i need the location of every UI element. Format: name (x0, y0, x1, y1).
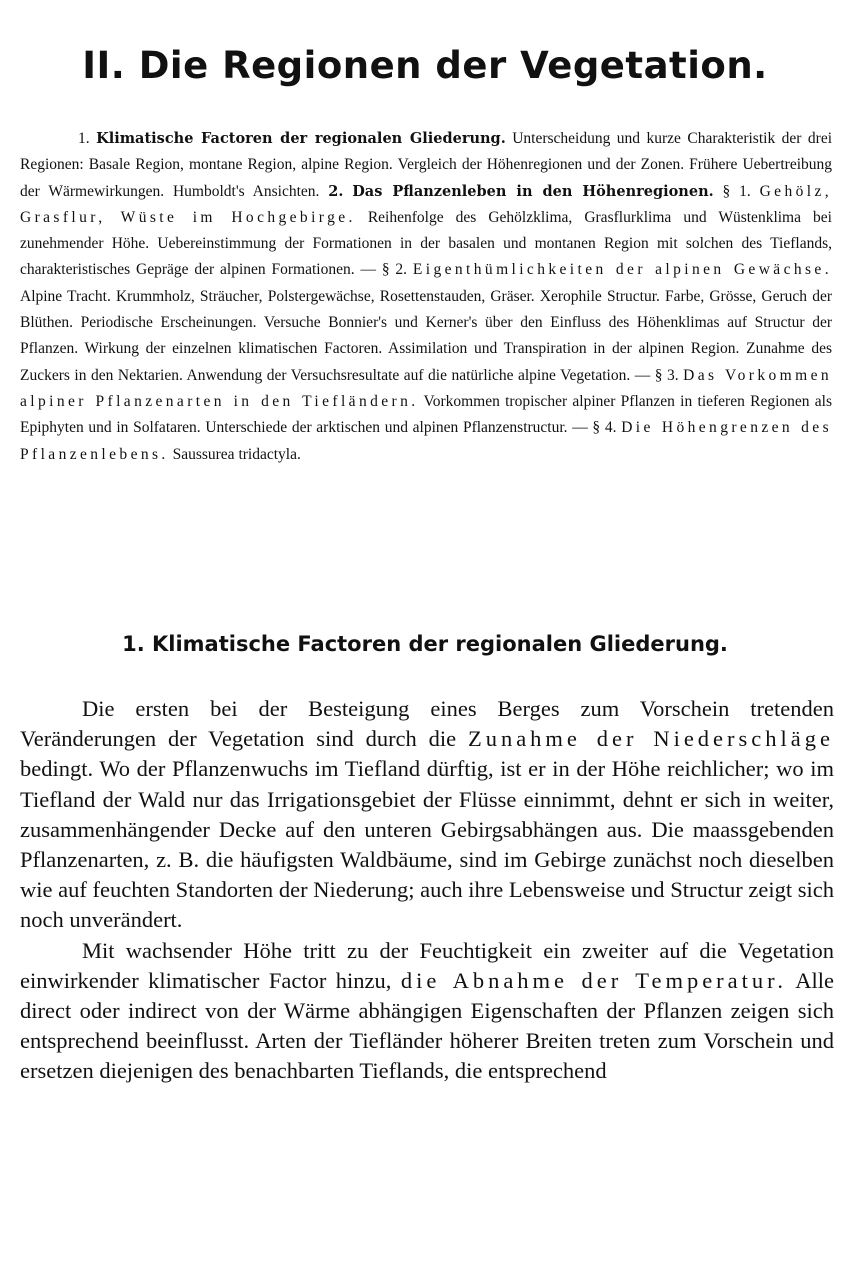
summary-number-2: 2. (328, 182, 344, 200)
summary-topic-2: Das Pflanzenleben in den Höhenregionen. (352, 182, 714, 200)
summary-subtopic-2: Eigenthümlichkeiten der alpinen Gewächse. (412, 261, 832, 279)
summary-paragraph-ref-1: § 1. (713, 182, 760, 200)
body-paragraph-2-emphasis: die Abnahme der Temperatur. (400, 967, 788, 993)
body-paragraph-2-start: Mit wachsender Höhe tritt zu der Feuchtigkeit ein zweiter auf die Vegetation einwirkender klimatischer Factor hinzu, (20, 937, 834, 993)
body-paragraph-2-end: Alle direct oder indirect von der Wärme abhängigen Eigenschaften der Pflanzen zeigen sich entsprechend beeinflusst. Arten der Tiefländer höherer Breiten treten zum Vorschein und ersetzen diejenigen des benachbarten Tieflands, die entsprechend (20, 967, 835, 1084)
summary-text-4: Vorkommen tropischer alpiner Pflanzen in tieferen Regionen als Epiphyten und in Solfataren. Unterschiede der arktischen und alpinen Pflanzenstructur. — § 4. (20, 392, 833, 437)
summary-number-1: 1. (78, 130, 90, 147)
summary-text-3: Alpine Tracht. Krummholz, Sträucher, Polstergewächse, Rosettenstauden, Gräser. Xerophile Structur. Farbe, Grösse, Geruch der Blüthen. Periodische Erscheinungen. Versuche Bonnier's und Kerner's über den Einfluss des Höhenklimas auf Structur der Pflanzen. Wirkung der einzelnen klimatischen Factoren. Assimilation und Transpiration in der alpinen Region. Zunahme des Zuckers in den Nektarien. Anwendung der Versuchsresultate auf die natürliche alpine Vegetation. — § 3. (20, 287, 832, 384)
summary-text-5: Saussurea tridactyla. (168, 445, 301, 463)
section-heading: 1. Klimatische Factoren der regionalen Gliederung. (122, 632, 728, 656)
body-paragraph-1 (20, 694, 834, 936)
summary-subtopic-4: Die Höhengrenzen des Pflanzenlebens. (20, 419, 833, 463)
body-text (20, 694, 834, 1087)
body-paragraph-1-end: bedingt. Wo der Pflanzenwuchs im Tiefland dürftig, ist er in der Höhe reichlicher; wo im Tiefland der Wald nur das Irrigationsgebiet der Flüsse einnimmt, dehnt er sich in weiter, zusammenhängender Decke auf den unteren Gebirgsabhängen aus. Die maassgebenden Pflanzenarten, z. B. die häufigsten Waldbäume, sind im Gebirge zunächst noch dieselben wie auf feuchten Standorten der Niederung; auch ihre Lebensweise und Structur zeigt sich noch unverändert. (20, 756, 834, 933)
body-paragraph-1-start: Die ersten bei der Besteigung eines Berges zum Vorschein tretenden Veränderungen der Vegetation sind durch die (20, 696, 834, 752)
summary-text-1: Unterscheidung und kurze Charakteristik der drei Regionen: Basale Region, montane Region, alpine Region. Vergleich der Höhenregionen und der Zonen. Frühere Uebertreibung der Wärmewirkungen. Humboldt's Ansichten. (20, 130, 833, 200)
body-paragraph-2 (20, 936, 834, 1087)
summary-text-2: Reihenfolge des Gehölzklima, Grasflurklima und Wüstenklima bei zunehmender Höhe. Uebereinstimmung der Formationen in der basalen und montanen Region mit solchen des Tieflands, charakteristisches Gepräge der alpinen Formationen. — § 2. (20, 208, 832, 279)
chapter-title: II. Die Regionen der Vegetation. (82, 44, 768, 87)
summary-subtopic-1: Gehölz, Grasflur, Wüste im Hochgebirge. (20, 182, 833, 226)
summary-subtopic-3: Das Vorkommen alpiner Pflanzenarten in den Tiefländern. (20, 366, 833, 410)
summary-topic-1: Klimatische Factoren der regionalen Gliederung. (96, 130, 506, 147)
chapter-summary (20, 126, 832, 468)
body-paragraph-1-emphasis: Zunahme der Niederschläge (467, 726, 834, 752)
